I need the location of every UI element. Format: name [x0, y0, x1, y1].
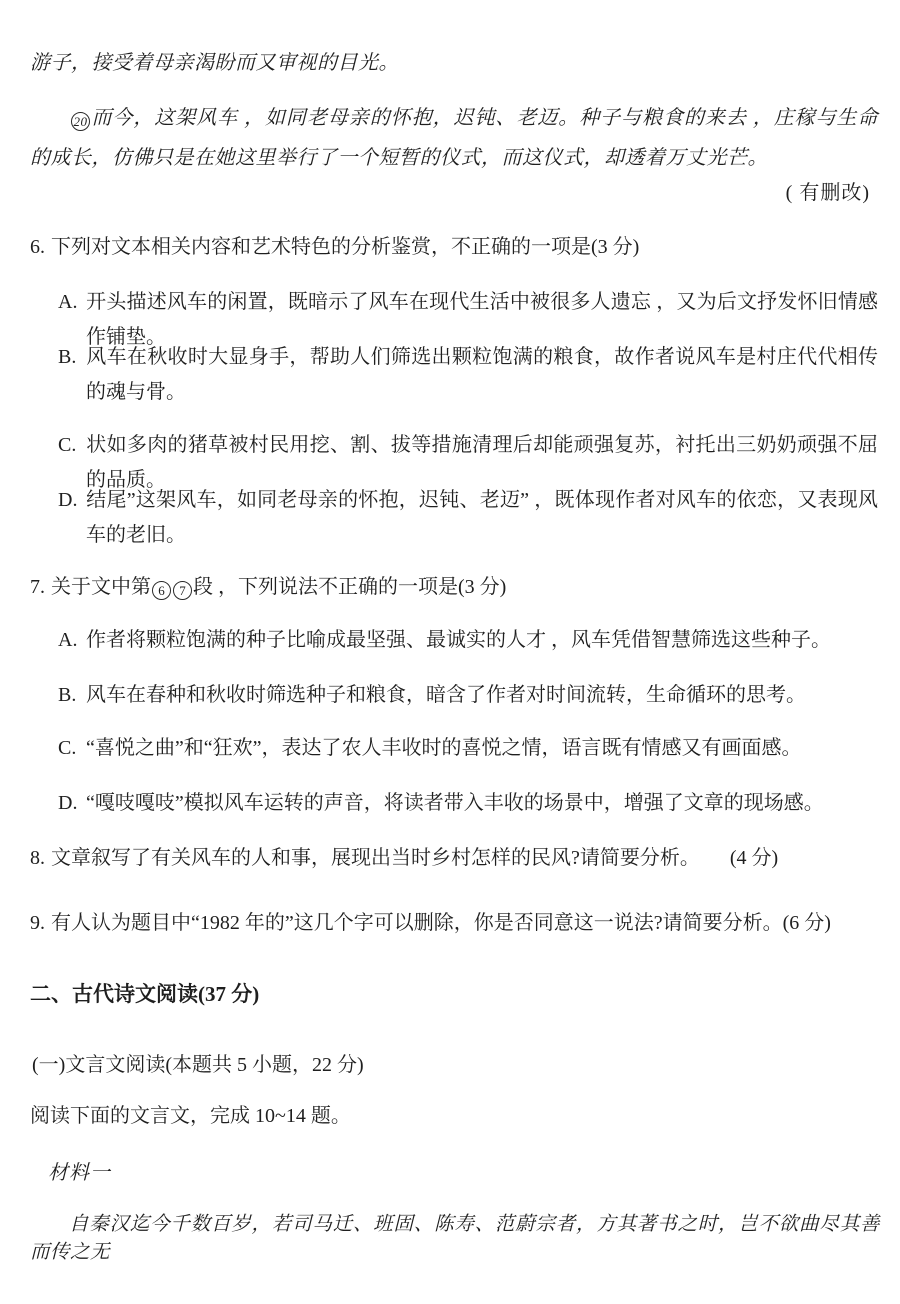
question-8: [30, 841, 878, 870]
question-6-option-b: [58, 340, 878, 410]
question-7-stem-suffix: 段 ，下列说法不正确的一项是(3 分): [193, 576, 507, 598]
question-8-text: 文章叙写了有关风车的人和事，展现出当时乡村怎样的民风?请简要分析。 (4 分): [51, 847, 779, 869]
question-7-option-b: [58, 678, 878, 713]
question-6-number: 6.: [30, 236, 45, 258]
option-text: 状如多肉的猪草被村民用挖、割、拔等措施清理后却能顽强复苏，衬托出三奶奶顽强不屈的品质。: [86, 434, 878, 491]
question-7-option-c: [58, 731, 878, 766]
option-label: C.: [58, 737, 77, 759]
option-label: B.: [58, 346, 77, 368]
option-text: “喜悦之曲”和“狂欢”，表达了农人丰收时的喜悦之情，语言既有情感又有画面感。: [86, 737, 802, 759]
question-6-stem-text: 下列对文本相关内容和艺术特色的分析鉴赏，不正确的一项是(3 分): [51, 236, 640, 258]
question-7-option-a: [58, 623, 878, 658]
question-7-stem-prefix: 关于文中第: [51, 576, 151, 598]
question-7-number: 7.: [30, 576, 45, 598]
question-8-number: 8.: [30, 847, 45, 869]
question-7-stem: [30, 570, 878, 600]
option-text: 结尾”这架风车，如同老母亲的怀抱，迟钝、老迈” ，既体现作者对风车的依恋，又表现风车的老旧。: [86, 489, 878, 546]
option-label: D.: [58, 489, 78, 511]
option-text: 作者将颗粒饱满的种子比喻成最坚强、最诚实的人才 ，风车凭借智慧筛选这些种子。: [86, 629, 831, 651]
option-label: A.: [58, 629, 78, 651]
circled-7-marker: 7: [173, 581, 192, 600]
option-text: 风车在春种和秋收时筛选种子和粮食，暗含了作者对时间流转，生命循环的思考。: [86, 684, 806, 706]
option-text: 风车在秋收时大显身手，帮助人们筛选出颗粒饱满的粮食，故作者说风车是村庄代代相传的魂与骨。: [86, 346, 878, 403]
question-9: [30, 906, 878, 935]
section-2-heading: 二、古代诗文阅读(37 分): [30, 982, 260, 1006]
section-2-subsection: (一)文言文阅读(本题共 5 小题，22 分): [32, 1054, 364, 1076]
option-label: D.: [58, 792, 78, 814]
section-2-intro: 阅读下面的文言文，完成 10~14 题。: [30, 1105, 351, 1127]
material-1-label: 材料一: [48, 1162, 111, 1184]
material-1-text: 自秦汉迄今千数百岁，若司马迁、班固、陈寿、范蔚宗者，方其著书之时，岂不欲曲尽其善而传之无: [30, 1214, 880, 1263]
deletion-note: ( 有删改): [785, 182, 870, 204]
option-text: “嘎吱嘎吱”模拟风车运转的声音，将读者带入丰收的场景中，增强了文章的现场感。: [86, 792, 824, 814]
question-9-text: 有人认为题目中“1982 年的”这几个字可以删除，你是否同意这一说法?请简要分析。(6 分): [51, 912, 831, 934]
option-label: B.: [58, 684, 77, 706]
question-7-option-d: [58, 786, 878, 821]
question-9-number: 9.: [30, 912, 45, 934]
story-closing-line: 游子，接受着母亲渴盼而又审视的目光。: [30, 52, 399, 74]
option-text: 开头描述风车的闲置，既暗示了风车在现代生活中被很多人遗忘 ，又为后文抒发怀旧情感作铺垫。: [86, 291, 878, 348]
option-label: A.: [58, 291, 78, 313]
paragraph-20-marker: 20: [71, 112, 90, 131]
question-6-option-d: [58, 483, 878, 553]
option-label: C.: [58, 434, 77, 456]
question-6-stem: [30, 230, 878, 259]
circled-6-marker: 6: [152, 581, 171, 600]
paragraph-20-text: 而今，这架风车 ，如同老母亲的怀抱，迟钝、老迈。种子与粮食的来去 ，庄稼与生命的成长，仿佛只是在她这里举行了一个短暂的仪式，而这仪式，却透着万丈光芒。: [30, 107, 878, 169]
story-paragraph-20: [30, 98, 878, 178]
